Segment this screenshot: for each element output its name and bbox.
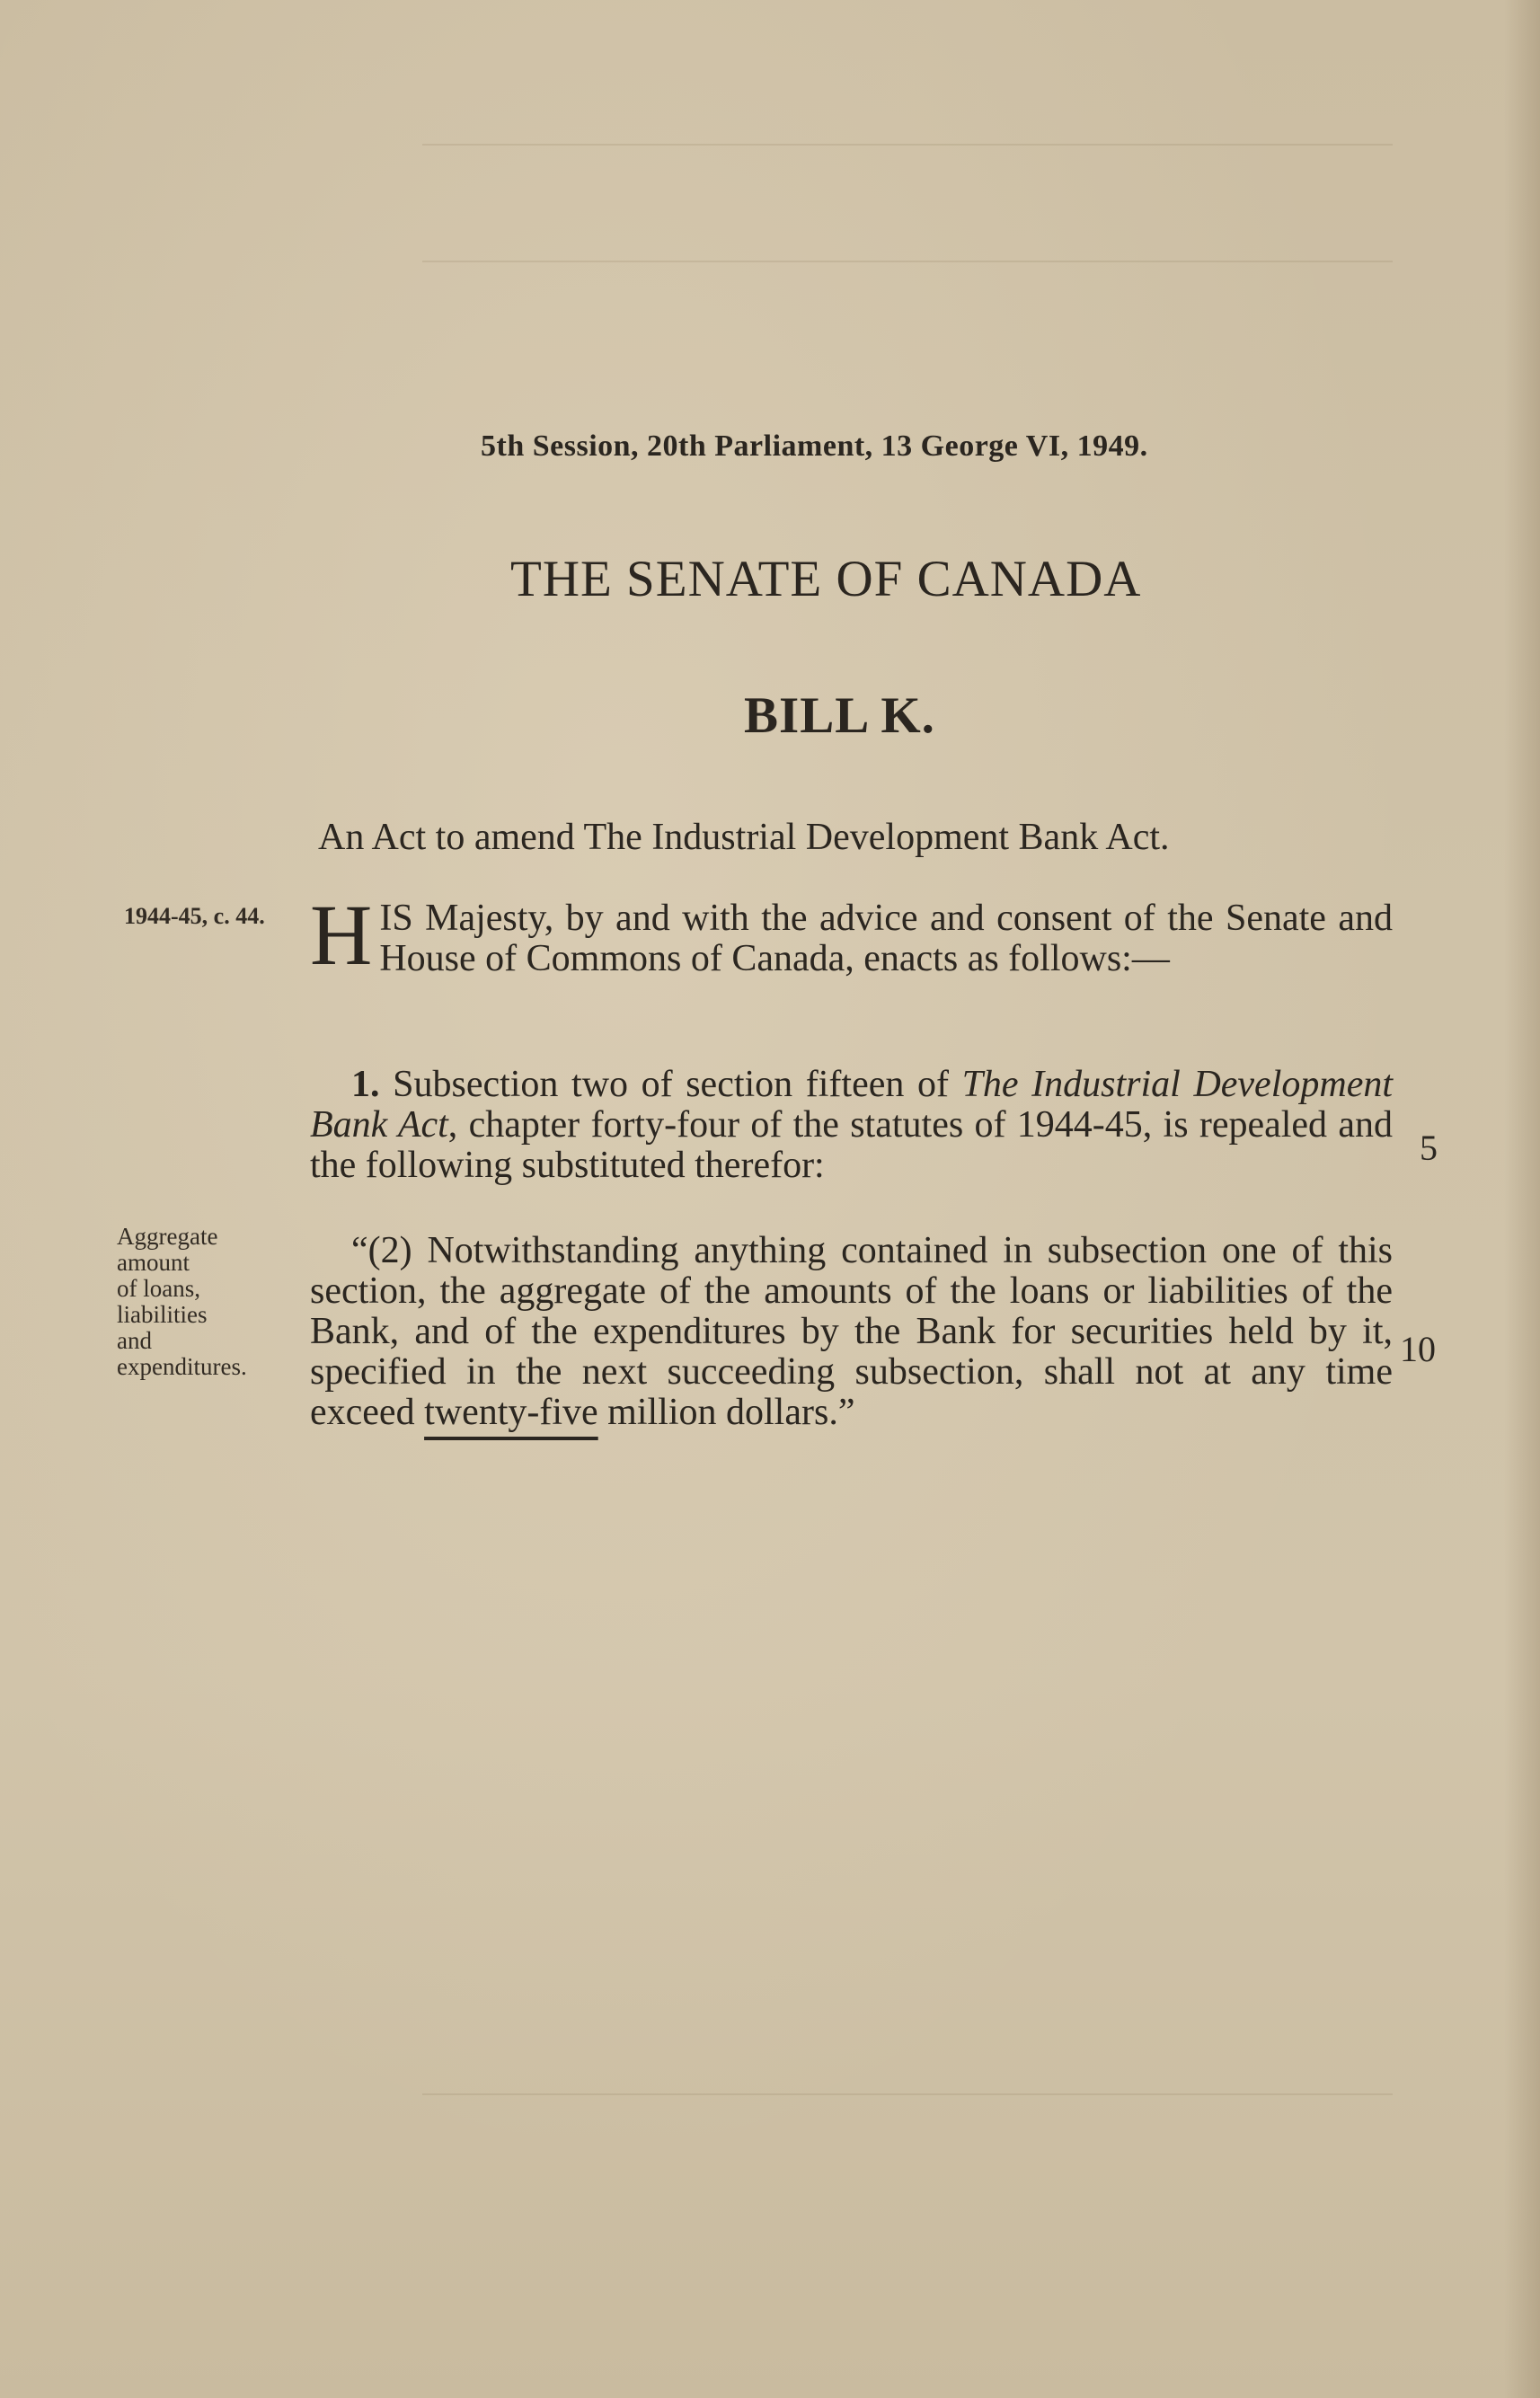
margin-note-line: liabilities	[117, 1301, 208, 1328]
line-number: 10	[1400, 1329, 1436, 1369]
enacting-clause	[310, 887, 1393, 983]
margin-note-line: of loans,	[117, 1275, 200, 1302]
bleed-through-rule	[422, 2093, 1393, 2095]
session-heading: 5th Session, 20th Parliament, 13 George VI, 1949.	[481, 429, 1148, 463]
quoted-subsection	[310, 1231, 1393, 1433]
bill-title: BILL K.	[744, 687, 935, 744]
margin-note-citation: 1944-45, c. 44.	[124, 903, 265, 929]
section-text: , chapter forty-four of the statutes of 1944-45, is repealed and the following substituted therefor:	[310, 1104, 1393, 1186]
act-name-italic: The Industrial Development Bank Act	[310, 1064, 1394, 1146]
bleed-through-rule	[422, 144, 1393, 146]
quoted-text: “(2) Notwithstanding anything contained in subsection one of this section, the aggregate of the amounts of the loans or liabilities of the Bank, and of the expenditures by the Bank for securities held by it, specified in the next succeeding subsection, shall not at any time exceed	[310, 1230, 1393, 1433]
margin-note-line: and	[117, 1327, 152, 1354]
margin-note-line: expenditures.	[117, 1353, 247, 1380]
act-long-title: An Act to amend The Industrial Development Bank Act.	[318, 817, 1170, 858]
page-edge-shadow	[1504, 0, 1540, 2398]
margin-note-line: Aggregate	[117, 1223, 218, 1250]
underlined-amount: twenty-five	[424, 1392, 598, 1433]
section-1	[310, 1065, 1393, 1186]
margin-note-aggregate	[117, 1224, 296, 1380]
section-number: 1.	[351, 1064, 380, 1105]
bleed-through-rule	[422, 261, 1393, 262]
section-text: Subsection two of section fifteen of	[393, 1064, 962, 1105]
drop-cap: H	[310, 887, 373, 983]
line-number: 5	[1420, 1128, 1438, 1168]
enacting-clause-text: IS Majesty, by and with the advice and consent of the Senate and House of Commons of Canada, enacts as follows:—	[379, 898, 1393, 979]
quoted-text-end: million dollars.”	[597, 1392, 855, 1433]
margin-note-line: amount	[117, 1249, 190, 1276]
senate-title: THE SENATE OF CANADA	[510, 551, 1142, 607]
